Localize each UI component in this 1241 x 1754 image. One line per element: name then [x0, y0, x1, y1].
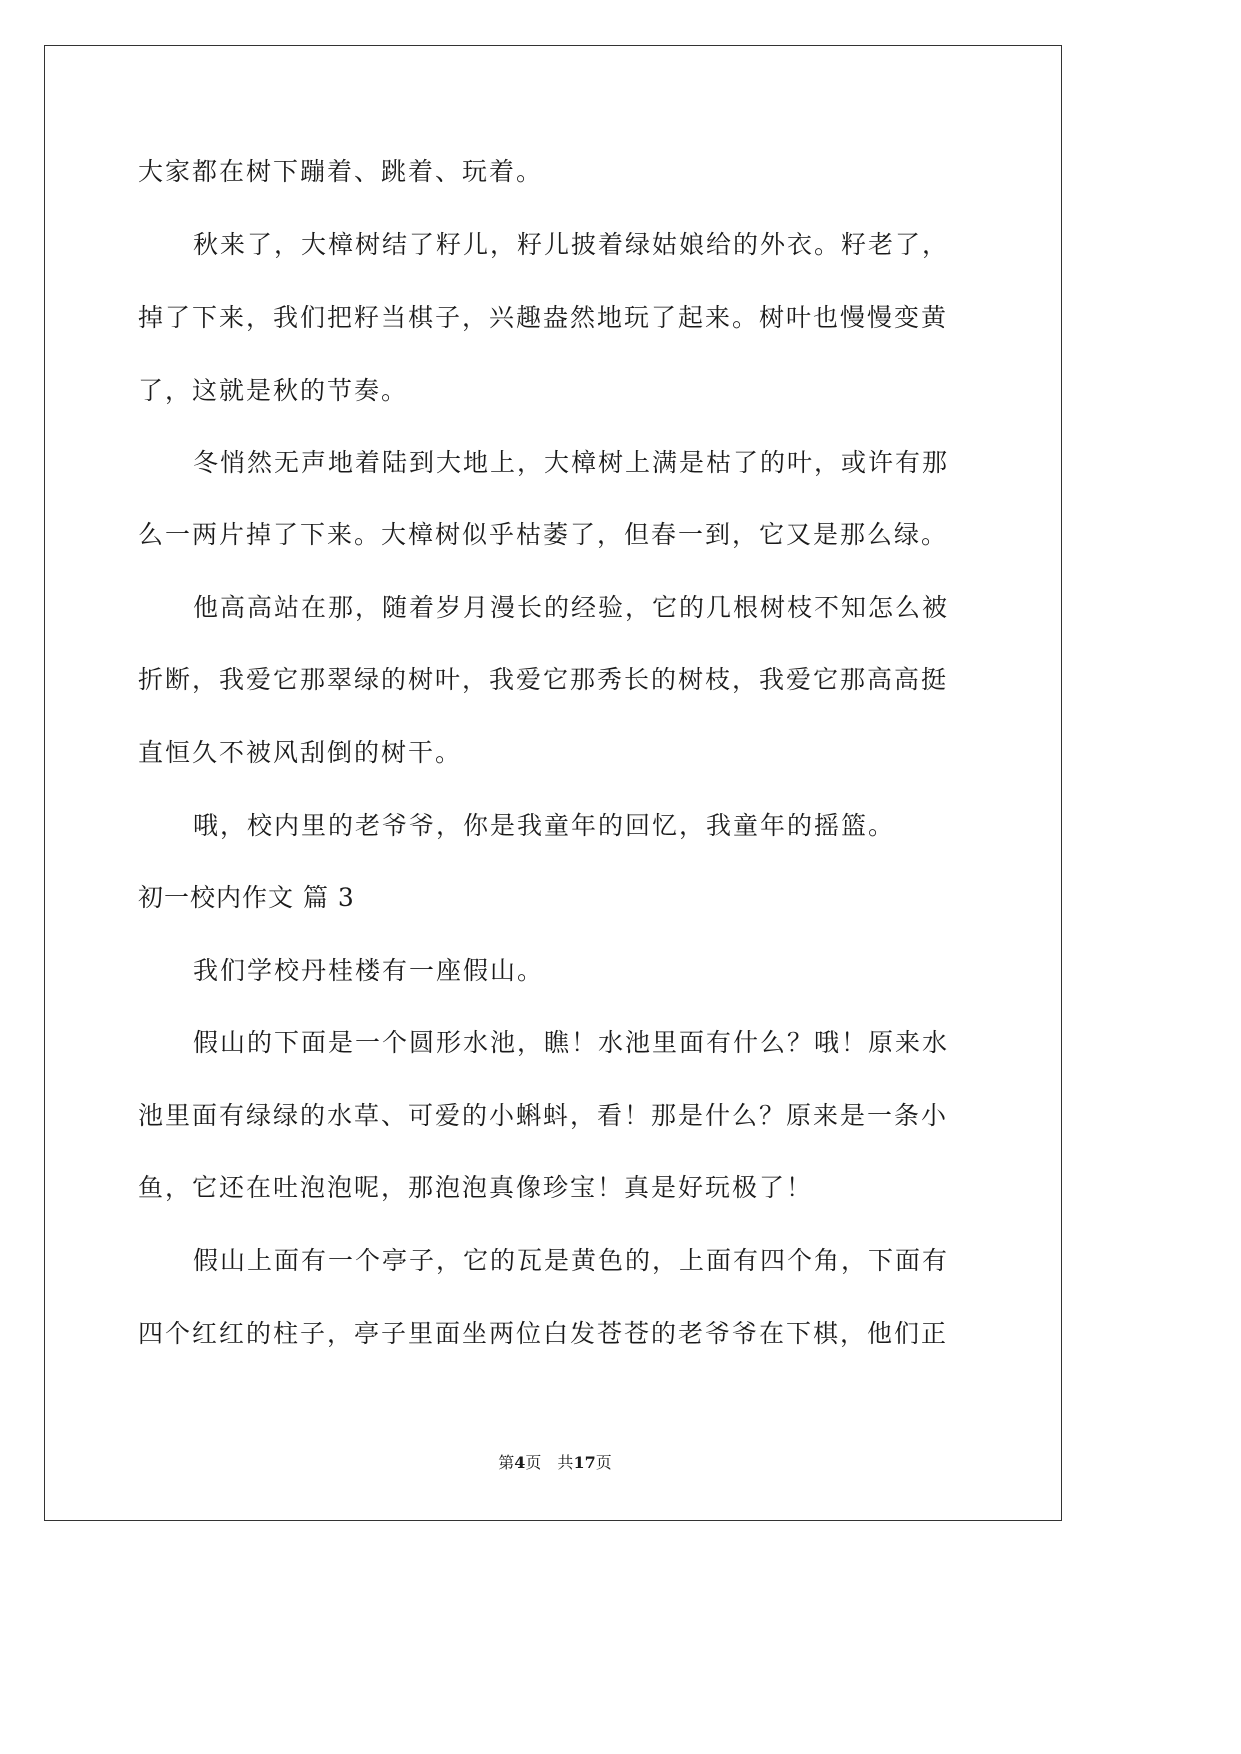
section-heading: 初一校内作文 篇 3 — [138, 883, 355, 912]
text-line: 哦，校内里的老爷爷，你是我童年的回忆，我童年的摇篮。 — [193, 811, 896, 840]
text-line: 冬悄然无声地着陆到大地上，大樟树上满是枯了的叶，或许有那 — [193, 448, 950, 477]
text-line: 直恒久不被风刮倒的树干。 — [138, 738, 463, 767]
footer-page-prefix: 第 — [498, 1453, 515, 1472]
text-line: 秋来了，大樟树结了籽儿，籽儿披着绿姑娘给的外衣。籽老了， — [193, 230, 950, 259]
text-line: 么一两片掉了下来。大樟树似乎枯萎了，但春一到，它又是那么绿。 — [138, 520, 949, 549]
text-line: 他高高站在那，随着岁月漫长的经验，它的几根树枝不知怎么被 — [193, 593, 950, 622]
text-line: 折断，我爱它那翠绿的树叶，我爱它那秀长的树枝，我爱它那高高挺 — [138, 665, 949, 694]
text-line: 假山上面有一个亭子，它的瓦是黄色的，上面有四个角，下面有 — [193, 1246, 950, 1275]
footer-total-pages: 17 — [573, 1453, 596, 1472]
text-line: 池里面有绿绿的水草、可爱的小蝌蚪，看！那是什么？原来是一条小 — [138, 1101, 949, 1130]
text-line: 掉了下来，我们把籽当棋子，兴趣盎然地玩了起来。树叶也慢慢变黄 — [138, 303, 949, 332]
footer-page-number: 4 — [514, 1453, 526, 1472]
page-footer — [0, 1450, 1110, 1473]
page-border — [44, 45, 1062, 1521]
footer-page-suffix: 页 — [595, 1453, 612, 1472]
footer-page-mid: 页 共 — [525, 1453, 574, 1472]
text-line: 了，这就是秋的节奏。 — [138, 376, 409, 405]
text-line: 假山的下面是一个圆形水池，瞧！水池里面有什么？哦！原来水 — [193, 1028, 950, 1057]
text-line: 我们学校丹桂楼有一座假山。 — [193, 956, 545, 985]
text-line: 四个红红的柱子，亭子里面坐两位白发苍苍的老爷爷在下棋，他们正 — [138, 1319, 949, 1348]
text-line: 鱼，它还在吐泡泡呢，那泡泡真像珍宝！真是好玩极了！ — [138, 1173, 814, 1202]
text-line: 大家都在树下蹦着、跳着、玩着。 — [138, 157, 544, 186]
